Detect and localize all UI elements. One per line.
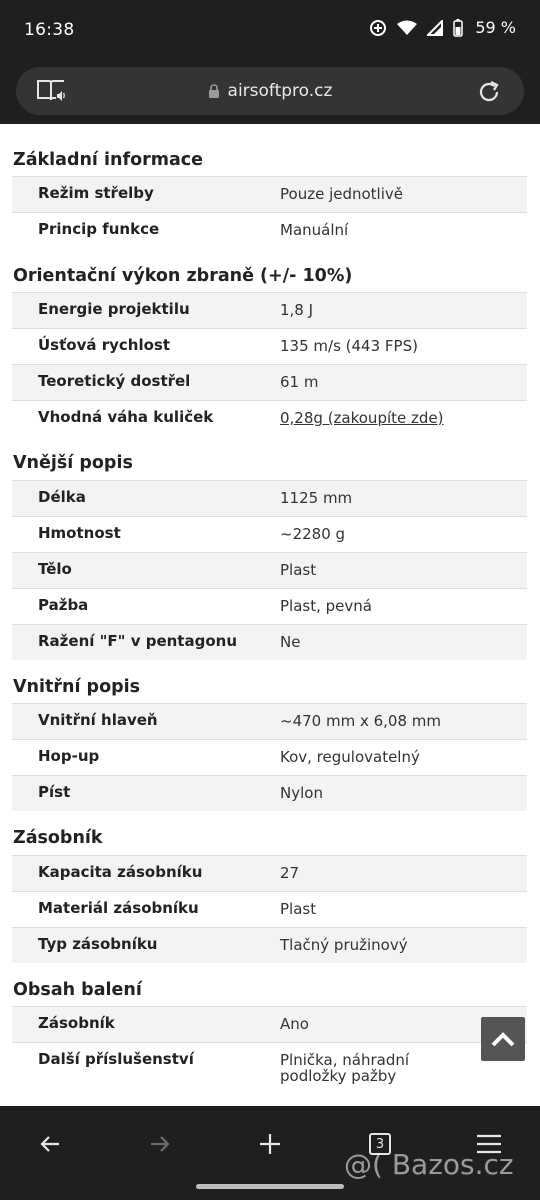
table-row [12,588,527,624]
spec-value: Plnička, náhradní podložky pažby [280,1051,410,1085]
status-time: 16:38 [24,20,75,40]
section-title-basic-info: Základní informace [13,150,204,170]
spec-value: Kov, regulovatelný [280,748,420,766]
browser-top-chrome [0,0,540,124]
chevron-up-icon [491,1031,515,1047]
spec-label: Délka [38,488,86,506]
forward-arrow-icon [148,1132,172,1156]
home-indicator[interactable] [196,1184,344,1189]
table-row [12,328,527,364]
table-row [12,212,527,248]
spec-label: Vhodná váha kuliček [38,408,214,426]
spec-table-basic-info [12,176,527,248]
spec-value: Plast, pevná [280,597,372,615]
spec-table-internal [12,703,527,811]
spec-table-external [12,480,527,660]
reload-icon[interactable] [476,79,502,105]
spec-value: Pouze jednotlivě [280,185,403,203]
spec-value: 1125 mm [280,489,353,507]
watermark: @( Bazos.cz [344,1148,514,1181]
table-row [12,703,527,739]
section-title-magazine: Zásobník [13,828,103,848]
table-row [12,927,527,963]
spec-label: Typ zásobníku [38,935,158,953]
spec-table-performance [12,292,527,436]
table-row [12,552,527,588]
forward-button[interactable] [140,1124,180,1164]
table-row [12,364,527,400]
spec-table-package [12,1006,527,1094]
table-row [12,516,527,552]
bb-weight-shop-link[interactable]: 0,28g (zakoupíte zde) [280,409,444,427]
spec-label: Režim střelby [38,184,154,202]
table-row [12,739,527,775]
table-row [12,855,527,891]
signal-icon [427,20,443,36]
spec-label: Další příslušenství [38,1050,194,1068]
spec-label: Energie projektilu [38,300,190,318]
vpn-add-icon [369,19,387,37]
table-row [12,400,527,436]
spec-label: Pažba [38,596,89,614]
spec-value: Manuální [280,221,349,239]
spec-value: ~470 mm x 6,08 mm [280,712,441,730]
table-row [12,891,527,927]
table-row [12,176,527,212]
spec-value: Tlačný pružinový [280,936,408,954]
spec-label: Kapacita zásobníku [38,863,203,881]
new-tab-plus-icon [258,1132,282,1156]
wifi-icon [397,20,417,36]
section-title-external: Vnější popis [13,453,133,473]
spec-label: Ražení "F" v pentagonu [38,632,237,650]
spec-label: Zásobník [38,1014,115,1032]
scroll-to-top-button[interactable] [481,1017,525,1061]
spec-label: Materiál zásobníku [38,899,199,917]
spec-value: Plast [280,561,317,579]
spec-value: 27 [280,864,300,882]
battery-percentage: 59 % [475,18,516,37]
section-title-internal: Vnitřní popis [13,677,141,697]
spec-table-magazine [12,855,527,963]
section-title-performance: Orientační výkon zbraně (+/- 10%) [13,266,353,286]
table-row [12,480,527,516]
table-row [12,292,527,328]
table-row [12,1006,527,1042]
back-button[interactable] [30,1124,70,1164]
spec-value: 61 m [280,373,319,391]
status-icons [369,18,516,37]
spec-label: Princip funkce [38,220,160,238]
spec-label: Úsťová rychlost [38,336,170,354]
section-title-package: Obsah balení [13,980,142,1000]
lock-icon [208,84,220,98]
back-arrow-icon [38,1132,62,1156]
spec-value: Ano [280,1015,309,1033]
spec-label: Teoretický dostřel [38,372,191,390]
spec-label: Tělo [38,560,72,578]
spec-value: Plast [280,900,317,918]
page-content [0,124,540,1106]
spec-value: 1,8 J [280,301,314,319]
spec-label: Píst [38,783,71,801]
table-row [12,624,527,660]
url-text[interactable]: airsoftpro.cz [227,81,333,101]
table-row [12,775,527,811]
spec-value: Ne [280,633,301,651]
new-tab-button[interactable] [250,1124,290,1164]
spec-value: ~2280 g [280,525,346,543]
spec-label: Vnitřní hlaveň [38,711,158,729]
spec-value: 135 m/s (443 FPS) [280,337,418,355]
spec-label: Hop-up [38,747,100,765]
tabs-icon: 3 [369,1133,391,1155]
table-row [12,1042,527,1094]
url-bar[interactable] [16,67,524,115]
status-bar [0,0,540,62]
spec-label: Hmotnost [38,524,121,542]
battery-icon [453,19,463,37]
spec-value: Nylon [280,784,323,802]
